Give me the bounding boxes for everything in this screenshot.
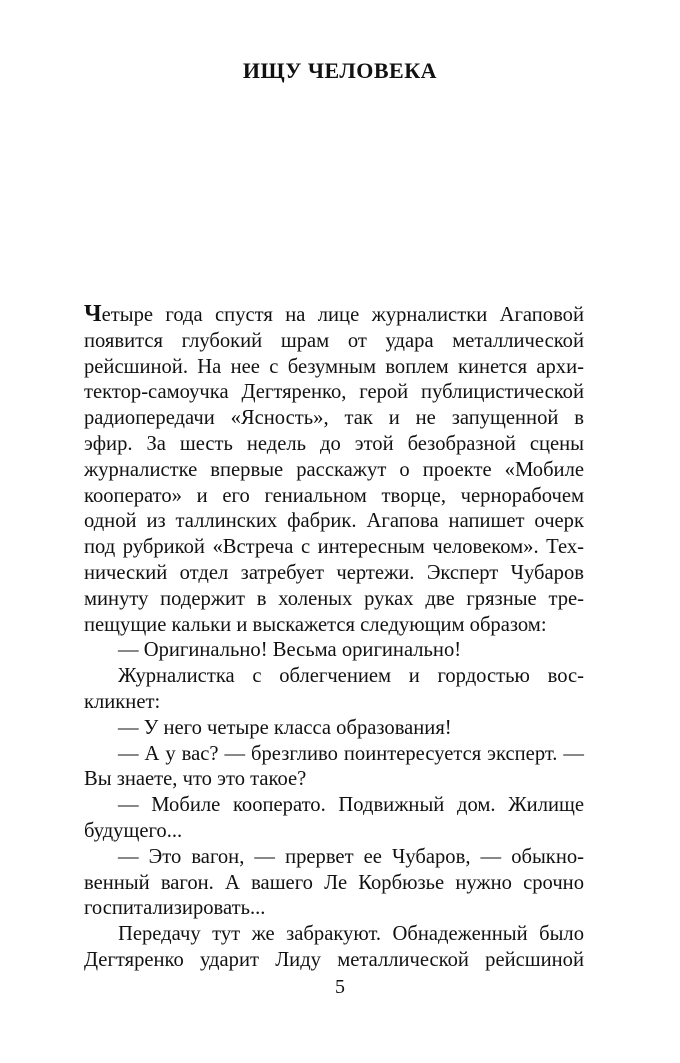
text-line: будущего... [84,819,183,842]
text-line: госпитализировать... [84,897,266,920]
text-line: под рубрикой «Встреча с интересным человеком». Тех- [84,536,584,559]
text-line: одной из таллинских фабрик. Агапова напишет очерк [84,510,584,533]
text-line: минуту подержит в холеных руках две грязные тре- [84,587,584,610]
drop-cap-letter: Ч [84,301,102,327]
page-number: 5 [335,976,345,998]
text-line: Вы знаете, что это такое? [84,768,307,791]
text-line: рейсшиной. На нее с безумным воплем кинется архи- [84,355,584,378]
dialogue-line: — Мобиле кооперато. Подвижный дом. Жилище [118,794,584,817]
text-line: венный вагон. А вашего Ле Корбюзье нужно срочно [84,871,584,894]
text-line: кликнет: [84,690,161,713]
text-line: Дегтяренко ударит Лиду металлической рейсшиной [84,948,584,971]
text-line: журналистке впервые расскажут о проекте «Мобиле [84,458,584,481]
text-line: Четыре года спустя на лице журналистки Агаповой [84,301,584,327]
text-line: кооперато» и его гениальном творце, чернорабочем [84,484,584,507]
text-line: Журналистка с облегчением и гордостью вос- [118,665,584,688]
dialogue-line: — У него четыре класса образования! [118,716,452,739]
dialogue-line: — А у вас? — брезгливо поинтересуется эксперт. — [118,742,584,765]
chapter-title: ИЩУ ЧЕЛОВЕКА [242,58,438,83]
text-line: пещущие кальки и выскажется следующим образом: [84,613,547,636]
dialogue-line: — Это вагон, — прервет ее Чубаров, — обыкно- [118,845,584,868]
text-line: эфир. За шесть недель до этой безобразной сцены [84,432,584,455]
text-line: нический отдел затребует чертежи. Эксперт Чубаров [84,561,584,584]
text-line: Передачу тут же забракуют. Обнадеженный было [118,923,584,946]
text-line: радиопередачи «Ясность», так и не запущенной в [84,407,584,430]
text-line: тектор-самоучка Дегтяренко, герой публицистической [84,381,584,404]
body-text [84,302,584,974]
text-line: появится глубокий шрам от удара металлической [84,329,584,352]
dialogue-line: — Оригинально! Весьма оригинально! [118,639,462,662]
